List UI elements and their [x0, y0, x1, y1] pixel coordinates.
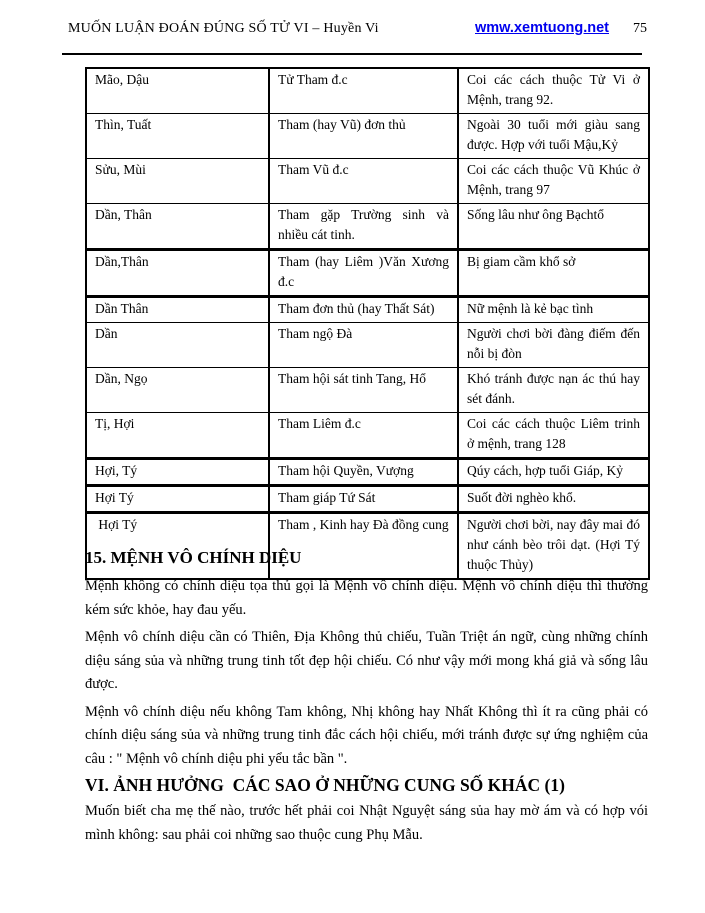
page-header — [68, 20, 647, 37]
zodiac-cell: Dần Thân — [86, 297, 269, 323]
combo-cell: Tham hội Quyền, Vượng — [269, 459, 458, 486]
zodiac-cell: Hợi Tý — [86, 486, 269, 513]
section-vi-heading: VI. ẢNH HƯỞNG CÁC SAO Ở NHỮNG CUNG SỐ KHÁC (1) — [85, 775, 565, 795]
section-15-paragraph-2: Mệnh vô chính diệu cần có Thiên, Địa Không thủ chiếu, Tuần Triệt án ngữ, cùng những chính diệu sáng sủa và những trung tinh tốt đẹp hội chiếu. Có như vậy mới mong khá giả và sống lâu được. — [85, 629, 648, 692]
meaning-cell: Coi các cách thuộc Vũ Khúc ở Mệnh, trang 97 — [458, 159, 649, 204]
zodiac-cell: Dần, Thân — [86, 204, 269, 250]
page-header-title: MUỐN LUẬN ĐOÁN ĐÚNG SỐ TỬ VI – Huyền Vi — [68, 21, 379, 36]
table-row — [86, 459, 649, 486]
combo-cell: Tham , Kinh hay Đà đồng cung — [269, 513, 458, 580]
meaning-cell: Bị giam cầm khổ sở — [458, 250, 649, 297]
combo-cell: Tham Liêm đ.c — [269, 413, 458, 459]
zodiac-cell: Hợi, Tý — [86, 459, 269, 486]
meaning-cell: Sống lâu như ông Bạchtổ — [458, 204, 649, 250]
section-vi-paragraph-1: Muốn biết cha mẹ thế nào, trước hết phải coi Nhật Nguyệt sáng sủa hay mờ ám và có hợp vói mình không: sau phải coi những sao thuộc cung Phụ Mẫu. — [85, 803, 648, 843]
zodiac-cell: Dần — [86, 323, 269, 368]
meaning-cell: Nữ mệnh là kẻ bạc tình — [458, 297, 649, 323]
table-row — [86, 486, 649, 513]
table-row — [86, 368, 649, 413]
body-text — [85, 548, 648, 851]
meaning-cell: Coi các cách thuộc Liêm trinh ở mệnh, trang 128 — [458, 413, 649, 459]
meaning-cell: Coi các cách thuộc Tử Vi ở Mệnh, trang 92. — [458, 68, 649, 114]
table-row — [86, 114, 649, 159]
zodiac-cell: Thìn, Tuất — [86, 114, 269, 159]
table-row — [86, 413, 649, 459]
meaning-cell: Người chơi bời đàng điếm đến nỗi bị đòn — [458, 323, 649, 368]
table-row — [86, 204, 649, 250]
table-row — [86, 250, 649, 297]
section-15-heading: 15. MỆNH VÔ CHÍNH DIỆU — [85, 548, 302, 567]
page-number: 75 — [633, 21, 647, 36]
table-row — [86, 323, 649, 368]
table-row — [86, 297, 649, 323]
zodiac-cell: Sửu, Mùi — [86, 159, 269, 204]
table-row — [86, 159, 649, 204]
combo-cell: Tham đơn thủ (hay Thất Sát) — [269, 297, 458, 323]
website-link[interactable]: wmw.xemtuong.net — [475, 20, 609, 36]
combo-cell: Tham (hay Liêm )Văn Xương đ.c — [269, 250, 458, 297]
meaning-cell: Suốt đời nghèo khổ. — [458, 486, 649, 513]
section-15-paragraph-1: Mệnh không có chính diệu tọa thủ gọi là Mệnh vô chính diệu. Mệnh vô chính diệu thì thường kém sức khỏe, hay đau yếu. — [85, 578, 648, 618]
zodiac-cell: Dần,Thân — [86, 250, 269, 297]
zodiac-cell: Hợi Tý — [86, 513, 269, 580]
zodiac-cell: Dần, Ngọ — [86, 368, 269, 413]
tham-lang-table — [85, 67, 650, 580]
combo-cell: Tham hội sát tinh Tang, Hổ — [269, 368, 458, 413]
combo-cell: Tử Tham đ.c — [269, 68, 458, 114]
meaning-cell: Ngoài 30 tuổi mới giàu sang được. Hợp với tuổi Mậu,Kỷ — [458, 114, 649, 159]
meaning-cell: Khó tránh được nạn ác thú hay sét đánh. — [458, 368, 649, 413]
combo-cell: Tham ngộ Đà — [269, 323, 458, 368]
header-divider — [62, 53, 642, 55]
combo-cell: Tham Vũ đ.c — [269, 159, 458, 204]
meaning-cell: Qúy cách, hợp tuổi Giáp, Kỷ — [458, 459, 649, 486]
combo-cell: Tham gặp Trường sinh và nhiều cát tinh. — [269, 204, 458, 250]
zodiac-cell: Tị, Hợi — [86, 413, 269, 459]
combo-cell: Tham (hay Vũ) đơn thủ — [269, 114, 458, 159]
zodiac-cell: Mão, Dậu — [86, 68, 269, 114]
section-15-paragraph-3: Mệnh vô chính diệu nếu không Tam không, Nhị không hay Nhất Không thì ít ra cũng phải có chính diệu sáng sủa và những trung tinh đắc cách hội chiếu, mới tránh được sự ứng nghiệm của câu : " Mệnh vô chính diệu phi yểu tắc bần ". — [85, 703, 648, 767]
table-row — [86, 68, 649, 114]
meaning-cell: Người chơi bời, nay đây mai đó như cánh bèo trôi dạt. (Hợi Tý thuộc Thủy) — [458, 513, 649, 580]
combo-cell: Tham giáp Tứ Sát — [269, 486, 458, 513]
